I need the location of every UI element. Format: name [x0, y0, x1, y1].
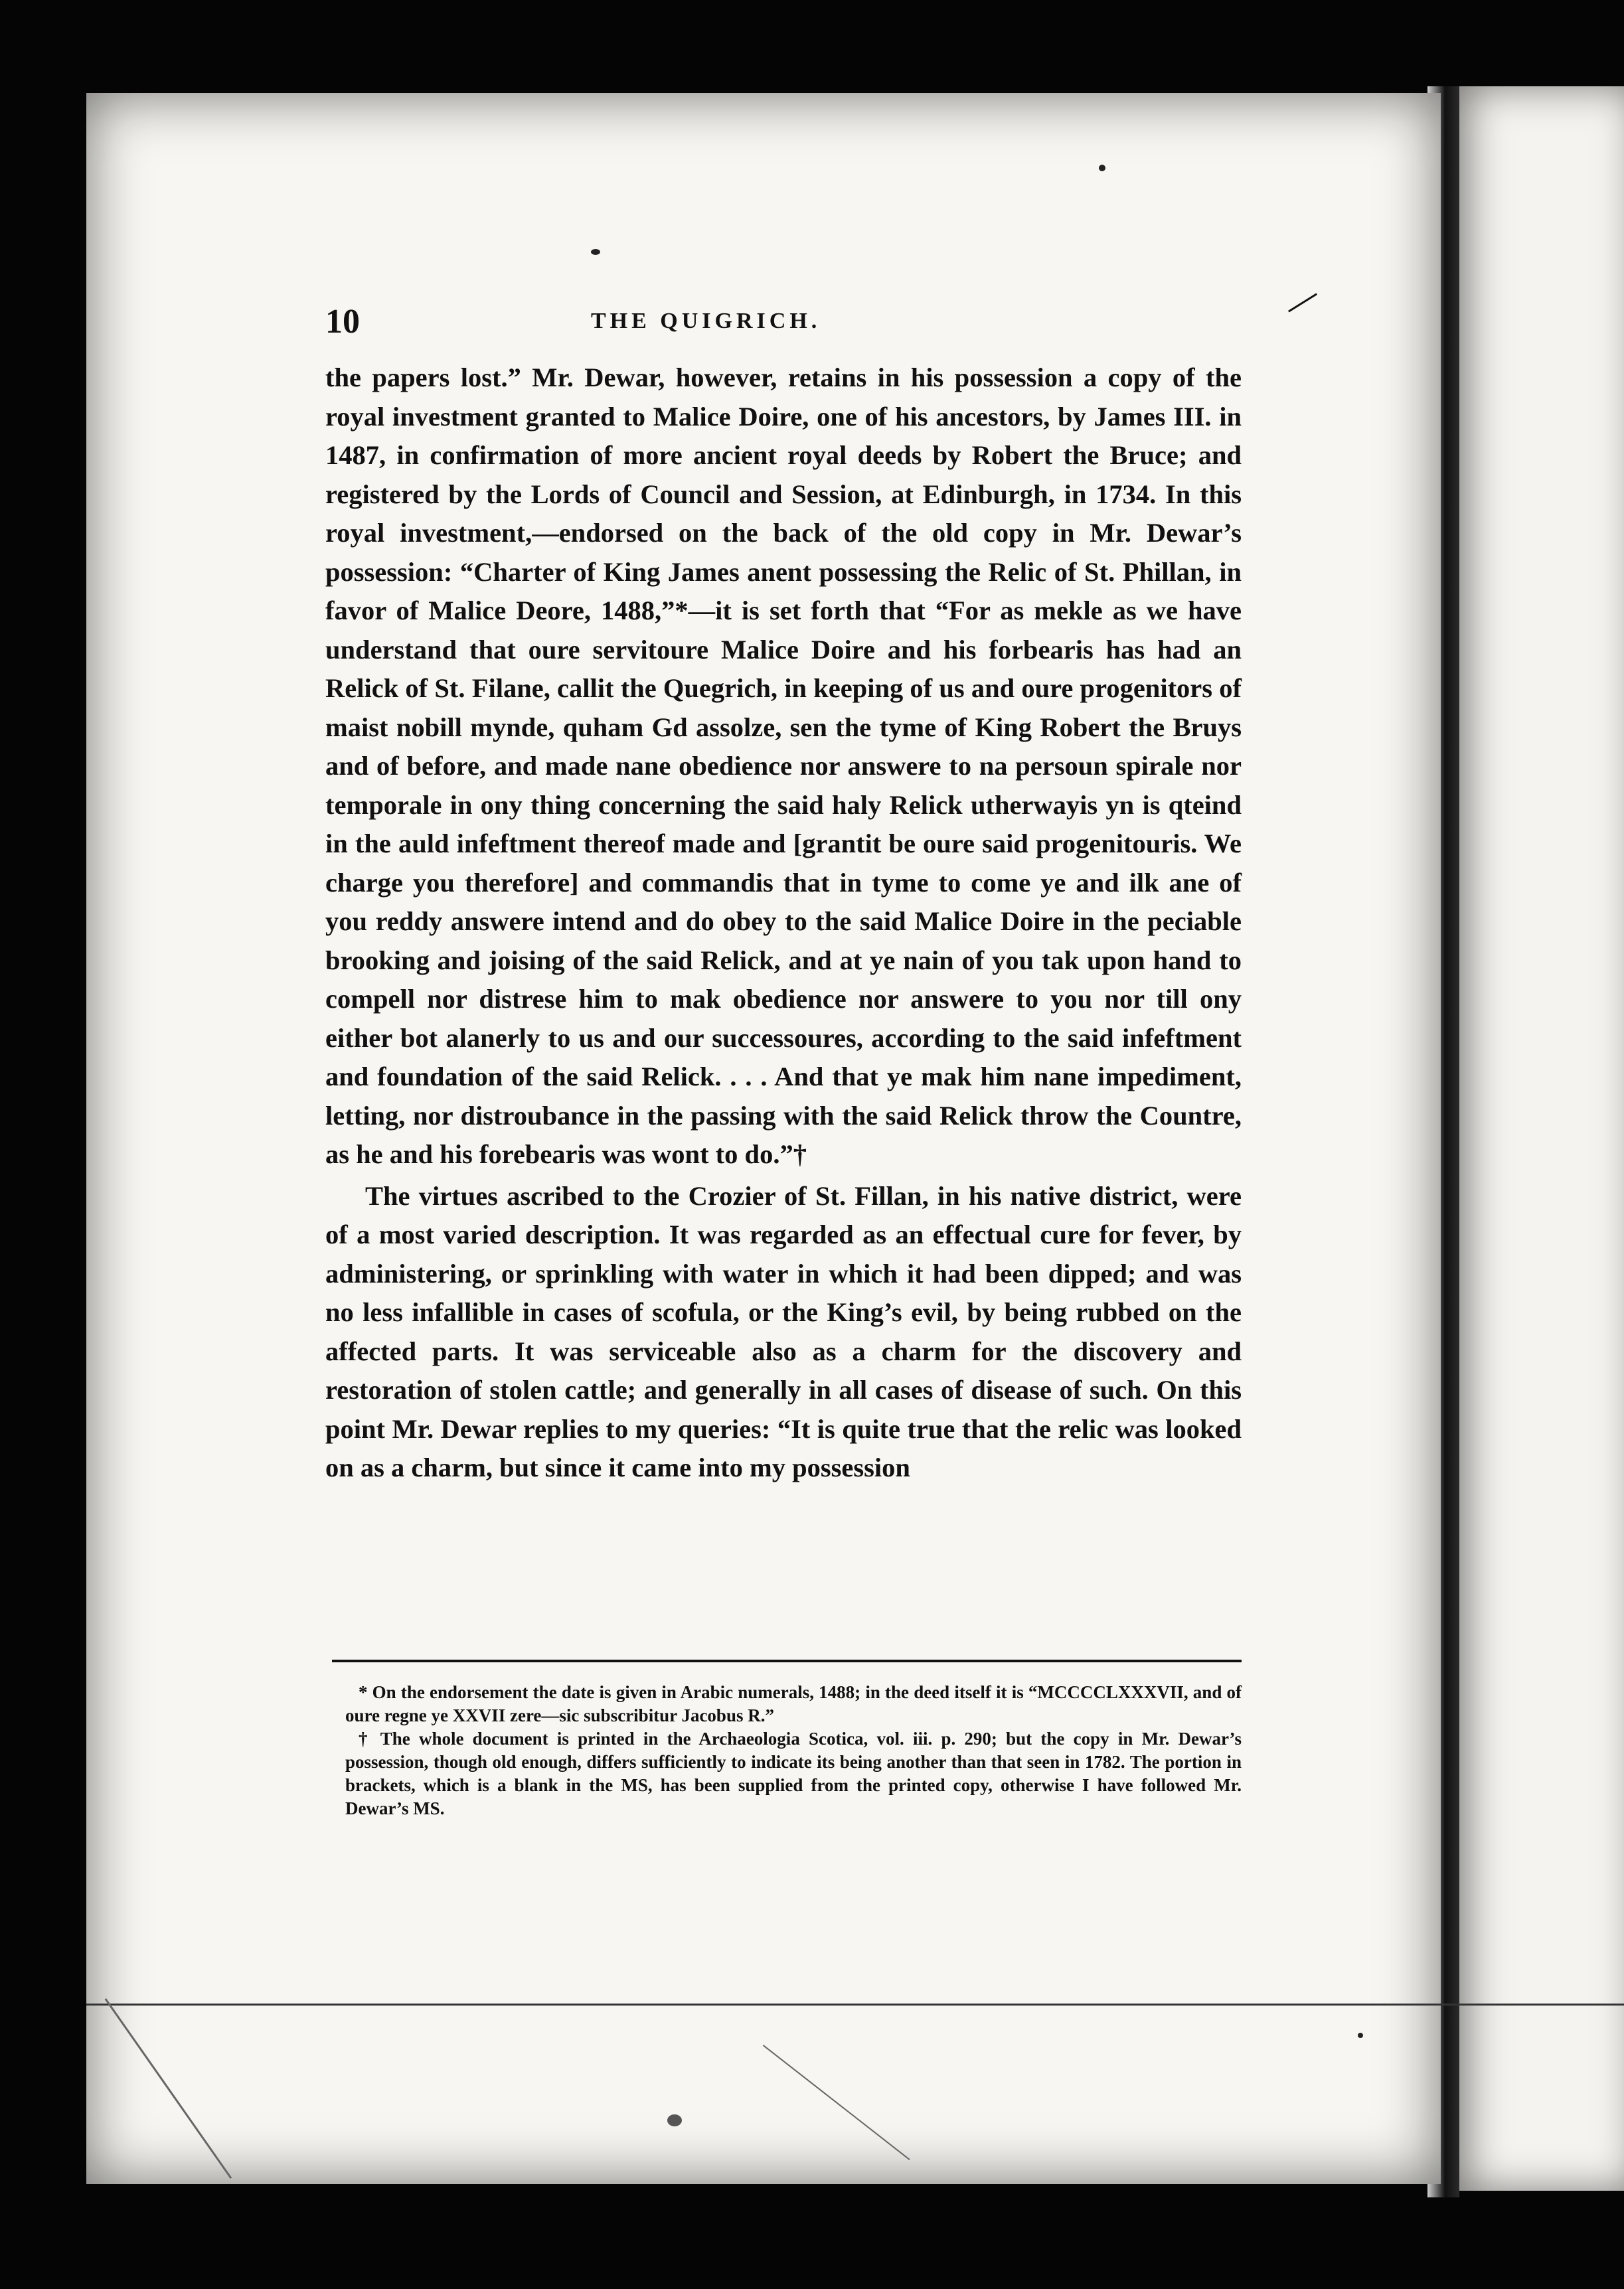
footnotes	[345, 1681, 1242, 1820]
page-number: 10	[325, 303, 360, 341]
ink-speck	[1358, 2033, 1363, 2038]
footnote-divider	[332, 1660, 1242, 1662]
page-header	[325, 302, 1242, 342]
ink-speck	[1099, 165, 1105, 171]
footnote: * On the endorsement the date is given in Arabic numerals, 1488; in the deed itself it is “MCCCCLXXXVII, and of oure regne ye XXVII zere—sic subscribitur Jacobus R.”	[345, 1682, 1242, 1725]
ink-speck	[667, 2114, 682, 2126]
paragraph: The virtues ascribed to the Crozier of St. Fillan, in his native district, were of a most varied description. It was regarded as an effectual cure for fever, by administering, or sprinkling with water in which it had been dipped; and was no less infallible in cases of scofula, or the King’s evil, by being rubbed on the affected parts. It was serviceable also as a charm for the discovery and restoration of stolen cattle; and generally in all cases of disease of such. On this point Mr. Dewar replies to my queries: “It is quite true that the relic was looked on as a charm, but since it came into my possession	[325, 1180, 1242, 1482]
page-crease	[86, 2004, 1624, 2006]
paragraph: the papers lost.” Mr. Dewar, however, retains in his possession a copy of the royal investment granted to Malice Doire, one of his ancestors, by James III. in 1487, in confirmation of more ancient royal deeds by Robert the Bruce; and registered by the Lords of Council and Session, at Edinburgh, in 1734. In this royal investment,—endorsed on the back of the old copy in Mr. Dewar’s possession: “Charter of King James anent possessing the Relic of St. Phillan, in favor of Malice Deore, 1488,”*—it is set forth that “For as mekle as we have understand that oure servitoure Malice Doire and his forbearis has had an Relick of St. Filane, callit the Quegrich, in keeping of us and oure progenitors of maist nobill mynde, quham Gd assolze, sen the tyme of King Robert the Bruys and of before, and made nane obedience nor answere to na persoun spirale nor temporale in ony thing concerning the said haly Relick utherwayis yn is qteind in the auld infeftment thereof made and [grantit be oure said progenitouris. We charge you therefore] and commandis that in tyme to come ye and ilk ane of you reddy answere intend and do obey to the said Malice Doire in the peciable brooking and joising of the said Relick, and at ye nain of you tak upon hand to compell nor distrese him to mak obedience nor answere to you nor till ony either bot alanerly to us and our successoures, according to the said infeftment and foundation of the said Relick. . . . And that ye mak him nane impediment, letting, nor distroubance in the passing with the said Relick throw the Countre, as he and his forebearis was wont to do.”†	[325, 362, 1242, 1169]
facing-page-edge	[1454, 86, 1624, 2191]
footnote: † The whole document is printed in the Archaeologia Scotica, vol. iii. p. 290; but the copy in Mr. Dewar’s possession, though old enough, differs sufficiently to indicate its being another than that seen in 1782. The portion in brackets, which is a blank in the MS, has been supplied from the printed copy, otherwise I have followed Mr. Dewar’s MS.	[345, 1729, 1242, 1818]
body-text	[325, 358, 1242, 1488]
running-head: THE QUIGRICH.	[591, 309, 821, 333]
ink-speck	[591, 249, 600, 255]
